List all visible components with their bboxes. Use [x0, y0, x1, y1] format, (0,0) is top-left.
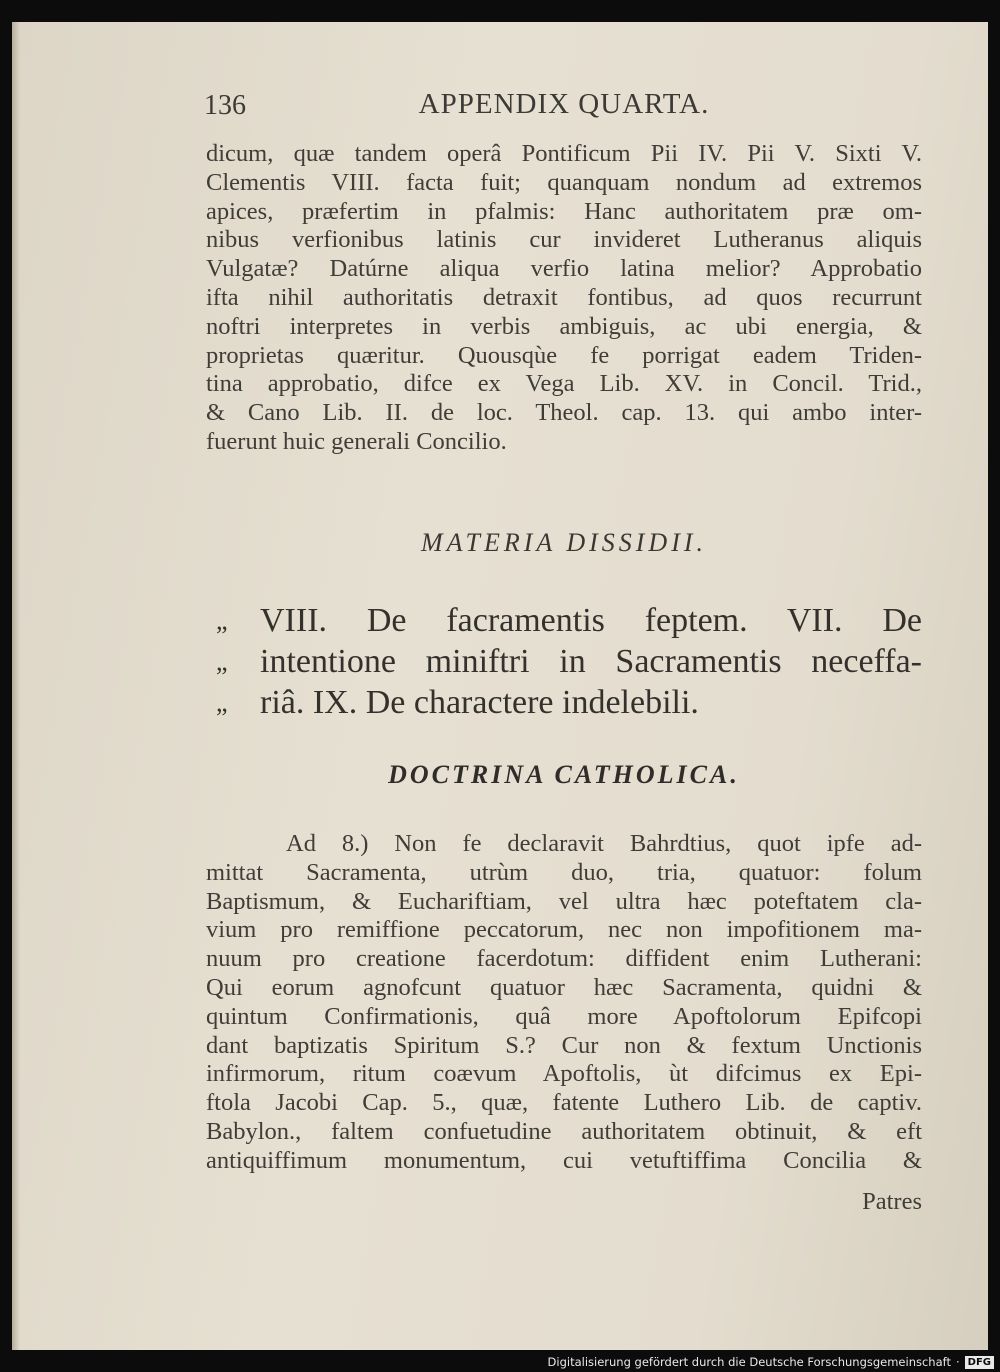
text-line: quintum Confirmationis, quâ more Apoftolorum Epifcopi	[206, 1002, 922, 1030]
text-line: proprietas quæritur. Quousqùe fe porrigat eadem Triden-	[206, 341, 922, 369]
text-line: Qui eorum agnofcunt quatuor hæc Sacramenta, quidni &	[206, 973, 922, 1001]
text-line: Baptismum, & Euchariftiam, vel ultra hæc poteftatem cla-	[206, 887, 922, 915]
text-line: vium pro remiffione peccatorum, nec non impofitionem ma-	[206, 916, 922, 944]
text-line: Clementis VIII. facta fuit; quanquam nondum ad extremos	[206, 168, 922, 196]
quote-text: intentione miniftri in Sacramentis neceffa-	[260, 643, 922, 680]
text-line: infirmorum, ritum coævum Apoftolis, ùt difcimus ex Epi-	[206, 1060, 922, 1088]
section-heading-materia: MATERIA DISSIDII.	[420, 528, 708, 557]
paragraph-2	[206, 830, 922, 1176]
book-page	[12, 22, 988, 1350]
text-line: dicum, quæ tandem operâ Pontificum Pii IV. Pii V. Sixti V.	[206, 140, 922, 167]
text-line: Ad 8.) Non fe declaravit Bahrdtius, quot ipfe ad-	[286, 830, 922, 857]
section-heading-doctrina: DOCTRINA CATHOLICA.	[388, 760, 740, 789]
dfg-logo: DFG	[965, 1356, 994, 1369]
page-number: 136	[204, 90, 246, 121]
page-edge-shadow	[12, 22, 20, 1350]
quote-line	[206, 600, 922, 641]
credit-text: Digitalisierung gefördert durch die Deutsche Forschungsgemeinschaft	[547, 1355, 951, 1369]
text-line: tina approbatio, difce ex Vega Lib. XV. in Concil. Trid.,	[206, 370, 922, 398]
quote-mark: „	[216, 647, 228, 676]
text-line: mittat Sacramenta, utrùm duo, tria, quatuor: folum	[206, 858, 922, 886]
text-line: ftola Jacobi Cap. 5., quæ, fatente Luthero Lib. de captiv.	[206, 1089, 922, 1117]
quoted-thesis	[206, 600, 922, 723]
quote-text: riâ. IX. De charactere indelebili.	[260, 684, 699, 721]
quote-line	[206, 641, 922, 682]
quote-mark: „	[216, 606, 228, 635]
catchword: Patres	[862, 1188, 922, 1215]
text-line: ifta nihil authoritatis detraxit fontibus, ad quos recurrunt	[206, 283, 922, 311]
separator-dot: ·	[956, 1355, 960, 1369]
text-line: fuerunt huic generali Concilio.	[206, 427, 507, 455]
text-line: apices, præfertim in pfalmis: Hanc authoritatem præ om-	[206, 197, 922, 225]
running-title: APPENDIX QUARTA.	[418, 88, 710, 120]
page-header	[204, 84, 924, 124]
text-line: nuum pro creatione facerdotum: diffident enim Lutherani:	[206, 945, 922, 973]
text-line: & Cano Lib. II. de loc. Theol. cap. 13. qui ambo inter-	[206, 399, 922, 427]
text-line: noftri interpretes in verbis ambiguis, ac ubi energia, &	[206, 312, 922, 340]
quote-line	[206, 682, 922, 723]
text-line: Vulgatæ? Datúrne aliqua verfio latina melior? Approbatio	[206, 255, 922, 283]
text-line: Babylon., faltem confuetudine authoritatem obtinuit, & eft	[206, 1117, 922, 1145]
quote-text: VIII. De facramentis feptem. VII. De	[260, 602, 922, 639]
quote-mark: „	[216, 688, 228, 717]
digitization-credit	[548, 1353, 994, 1371]
text-line: nibus verfionibus latinis cur invideret Lutheranus aliquis	[206, 226, 922, 254]
text-line: dant baptizatis Spiritum S.? Cur non & fextum Unctionis	[206, 1031, 922, 1059]
paragraph-1	[206, 140, 922, 457]
text-line: antiquiffimum monumentum, cui vetuftiffima Concilia &	[206, 1146, 922, 1174]
